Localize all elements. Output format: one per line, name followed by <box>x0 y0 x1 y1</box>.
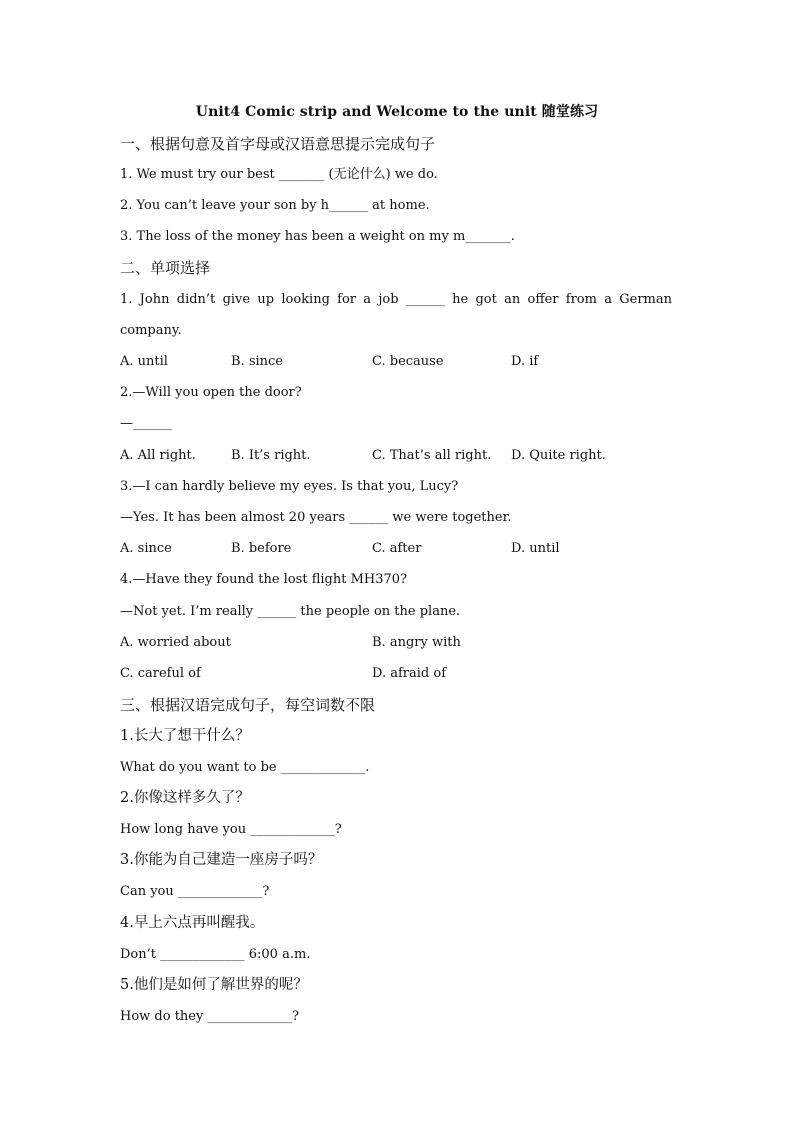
page-title: Unit4 Comic strip and Welcome to the unit 随堂练习 <box>195 104 599 120</box>
s2-q1-option-b: B. since <box>231 354 283 369</box>
s2-q4-line2: —Not yet. I’m really ______ the people on the plane. <box>120 604 461 619</box>
s2-q1-line1: 1. John didn’t give up looking for a job ______ he got an offer from a German <box>120 292 672 307</box>
s1-question-2: 2. You can’t leave your son by h______ at home. <box>120 198 430 213</box>
s2-q4-option-b: B. angry with <box>372 635 461 650</box>
s3-item-4-english: Don’t _____________ 6:00 a.m. <box>120 947 311 962</box>
s2-q3-line1: 3.—I can hardly believe my eyes. Is that you, Lucy? <box>120 479 459 494</box>
s2-q2-option-b: B. It’s right. <box>231 448 311 463</box>
s2-q3-option-b: B. before <box>231 541 292 556</box>
s2-q2-option-c: C. That’s all right. <box>372 448 492 463</box>
s2-q1-option-d: D. if <box>511 354 539 369</box>
s2-q3-option-d: D. until <box>511 541 560 556</box>
s2-q1-option-c: C. because <box>372 354 444 369</box>
s3-item-1-chinese: 1.长大了想干什么？ <box>120 728 250 744</box>
section1-heading: 一、根据句意及首字母或汉语意思提示完成句子 <box>120 135 436 153</box>
section3-heading: 三、根据汉语完成句子，每空词数不限 <box>120 696 376 714</box>
s2-q3-line2: —Yes. It has been almost 20 years ______ we were together. <box>120 510 512 525</box>
s3-item-2-chinese: 2.你像这样多久了？ <box>120 790 250 806</box>
s2-q2-option-d: D. Quite right. <box>511 448 606 463</box>
s3-item-5-chinese: 5.他们是如何了解世界的呢？ <box>120 977 308 993</box>
s1-question-3: 3. The loss of the money has been a weight on my m_______. <box>120 229 515 244</box>
s2-q2-option-a: A. All right. <box>120 448 196 463</box>
s3-item-2-english: How long have you _____________? <box>120 822 342 837</box>
s2-q4-option-a: A. worried about <box>120 635 231 650</box>
s3-item-3-chinese: 3.你能为自己建造一座房子吗？ <box>120 852 323 868</box>
s3-item-3-english: Can you _____________? <box>120 884 270 899</box>
s1-question-1: 1. We must try our best _______ (无论什么) we do. <box>120 167 438 182</box>
s2-q3-option-c: C. after <box>372 541 422 556</box>
s2-q1-line2: company. <box>120 323 182 338</box>
s2-q2-line1: 2.—Will you open the door? <box>120 385 302 400</box>
section2-heading: 二、单项选择 <box>120 259 211 277</box>
s3-item-4-chinese: 4.早上六点再叫醒我。 <box>120 915 265 931</box>
s2-q4-option-c: C. careful of <box>120 666 201 681</box>
s2-q4-option-d: D. afraid of <box>372 666 447 681</box>
s3-item-1-english: What do you want to be _____________. <box>120 760 370 775</box>
s2-q2-line2: —______ <box>120 416 172 431</box>
s2-q1-option-a: A. until <box>120 354 168 369</box>
s3-item-5-english: How do they _____________? <box>120 1009 299 1024</box>
s2-q3-option-a: A. since <box>120 541 172 556</box>
s2-q4-line1: 4.—Have they found the lost flight MH370? <box>120 572 408 587</box>
